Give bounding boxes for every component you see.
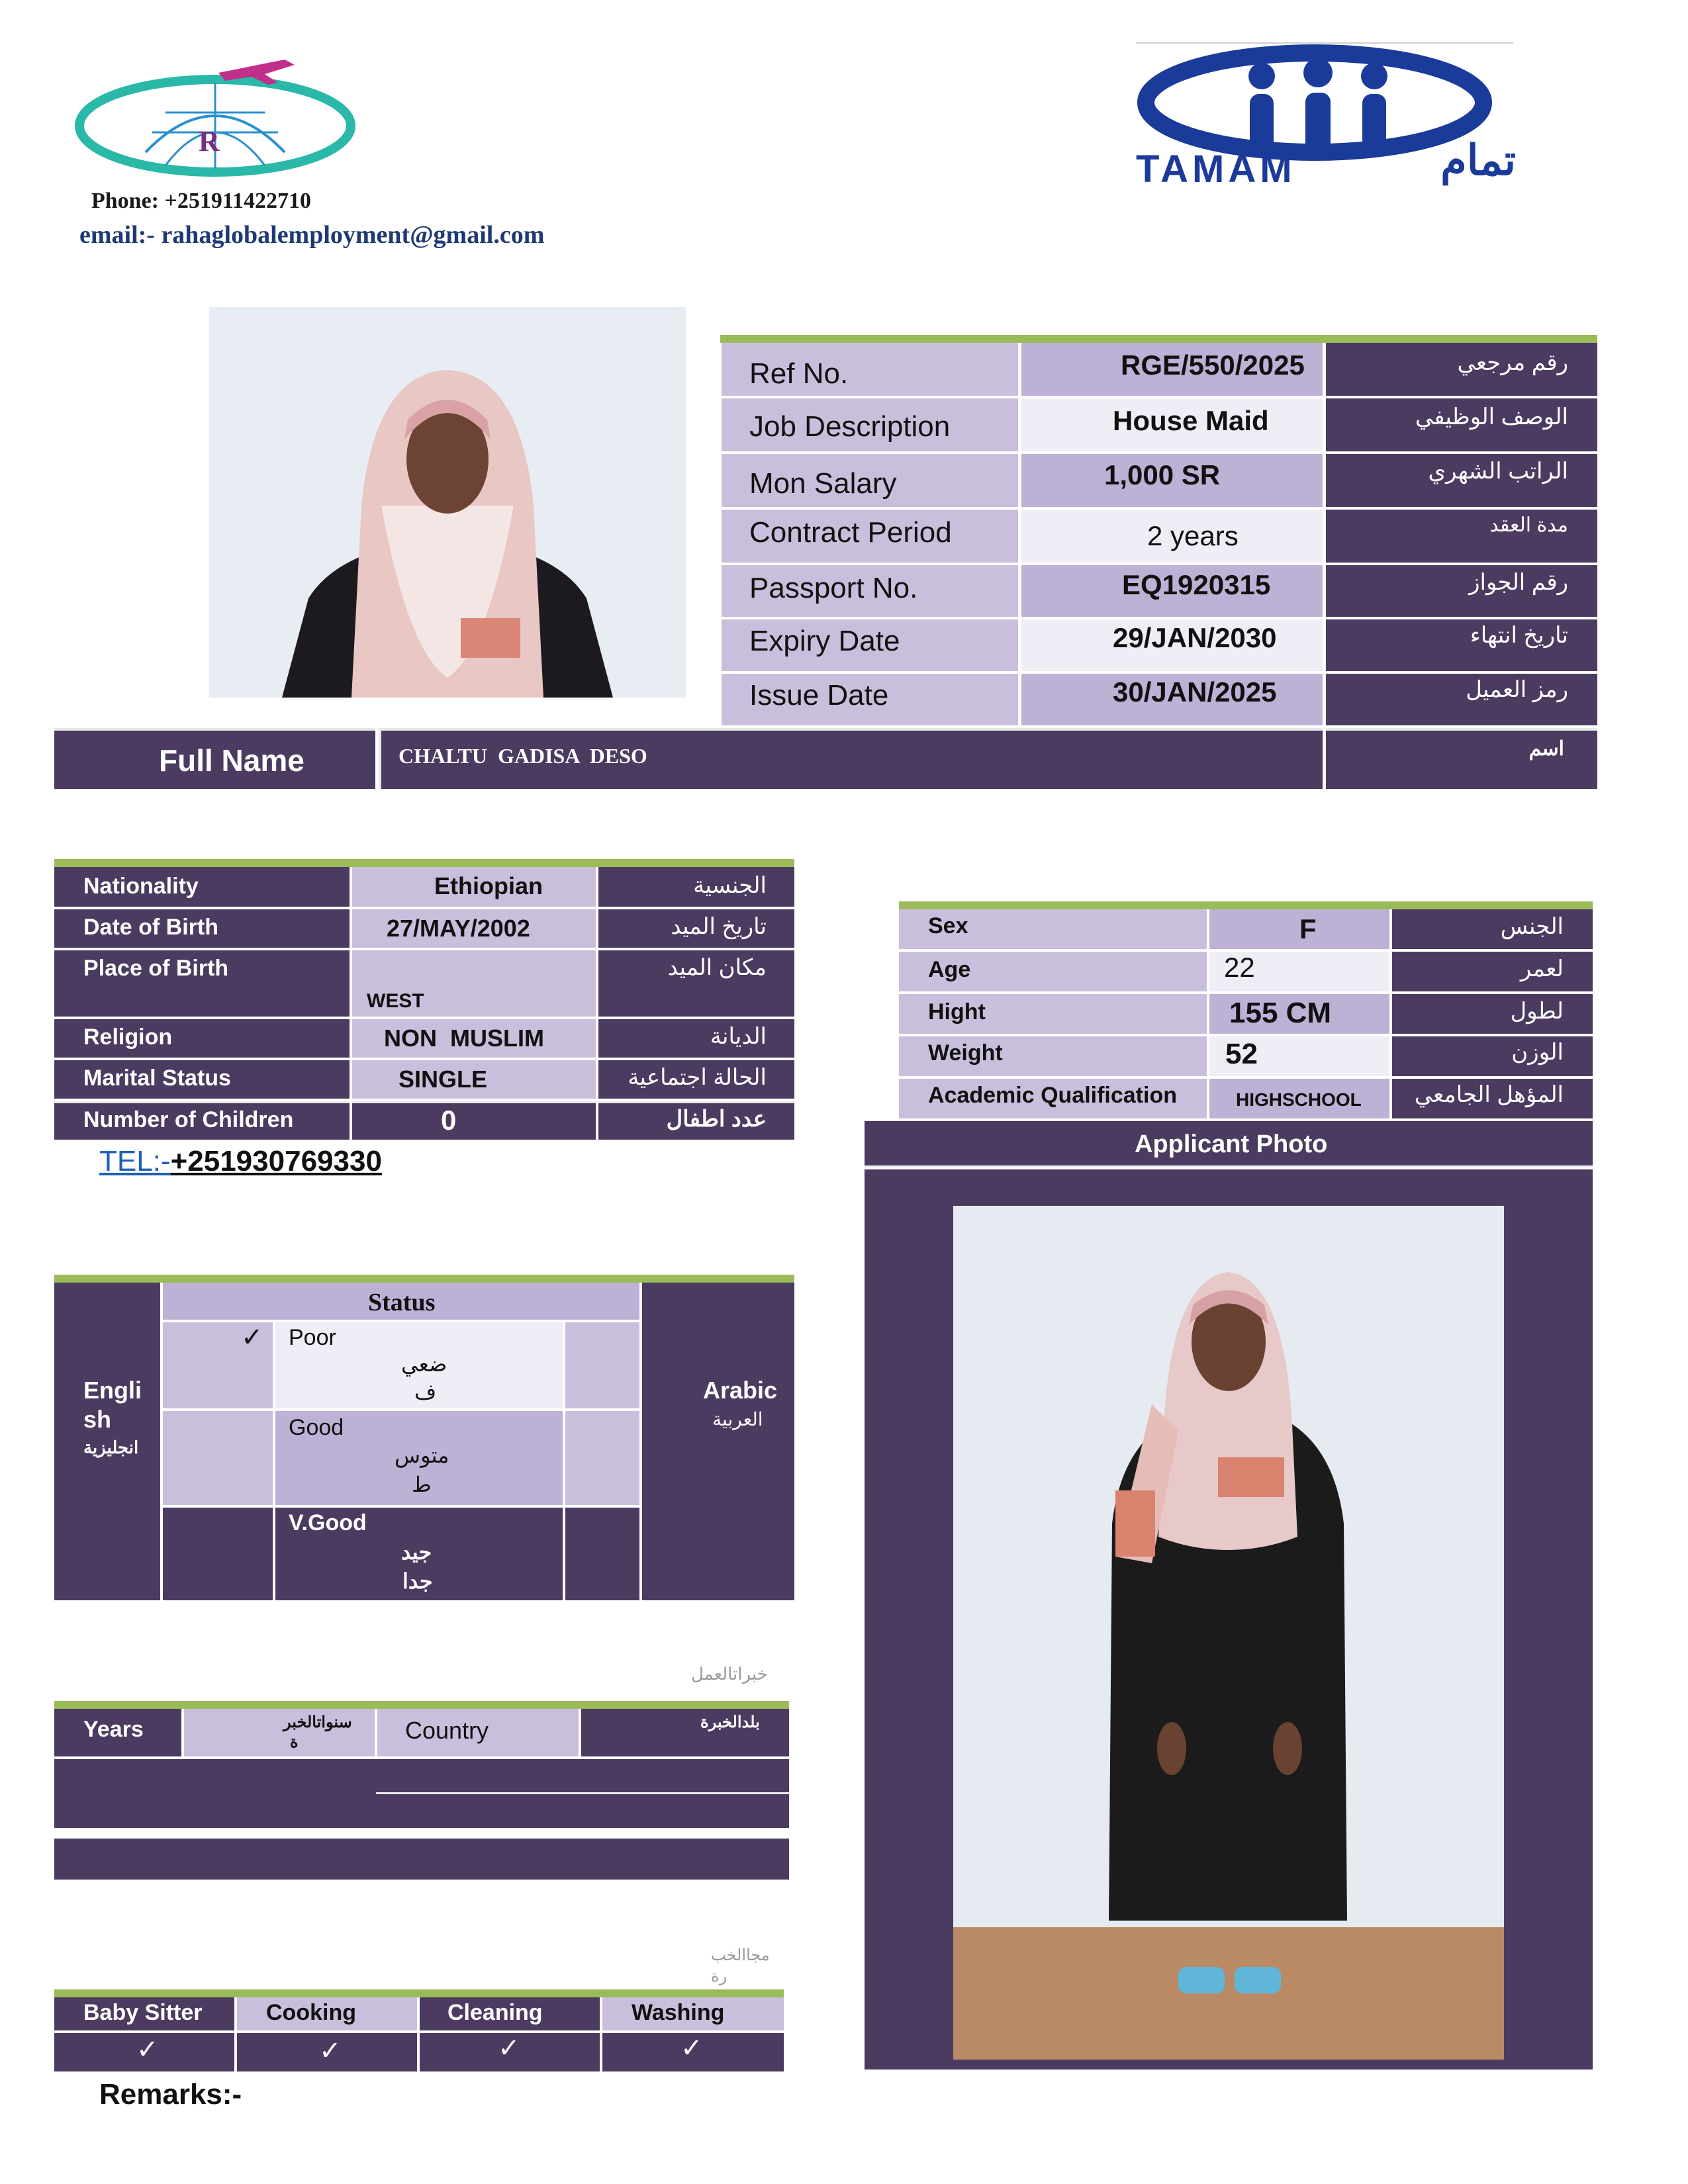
full-name-label-cell [54, 728, 375, 789]
tel-prefix: TEL:- [99, 1145, 171, 1177]
weight-label: Weight [928, 1040, 1003, 1066]
top-table-border [720, 335, 1597, 343]
passport-label-cell [722, 565, 1018, 617]
age-ar: لعمر [1520, 956, 1564, 981]
issue-value-cell [1021, 674, 1323, 725]
telephone [99, 1145, 382, 1178]
job-label: Job Description [749, 410, 951, 443]
sex-ar-cell [1392, 909, 1593, 949]
passport-value-cell [1021, 565, 1323, 617]
skill-baby-sitter-label: Baby Sitter [83, 2000, 203, 2025]
children-value: 0 [441, 1105, 457, 1136]
personal-table-border [54, 859, 794, 867]
religion-ar-cell [598, 1019, 794, 1058]
years-label-cell [54, 1709, 181, 1756]
ref-no-ar: رقم مرجعي [1457, 350, 1568, 375]
academic-value-cell [1209, 1079, 1389, 1118]
expiry-value: 29/JAN/2030 [1113, 622, 1277, 653]
nationality-value: Ethiopian [434, 872, 543, 899]
contract-ar-cell [1326, 510, 1597, 563]
job-ar: الوصف الوظيفي [1415, 404, 1568, 430]
dob-ar: تاريخ الميد [671, 914, 767, 939]
vgood-label: V.Good [289, 1510, 367, 1535]
tamam-logo-text: TAMAM [1136, 148, 1296, 191]
contract-label: Contract Period [749, 516, 952, 549]
expiry-label-cell [722, 619, 1018, 671]
weight-ar: الوزن [1511, 1040, 1564, 1065]
sex-ar: الجنس [1500, 914, 1564, 939]
marital-ar: الحالة اجتماعية [628, 1065, 767, 1090]
salary-value: 1,000 SR [1104, 459, 1221, 490]
dob-value-cell [352, 909, 596, 948]
language-table-border [54, 1275, 794, 1283]
years-ar-2: ة [290, 1733, 299, 1751]
poor-english-check-cell [163, 1322, 273, 1408]
pob-label-cell [54, 950, 350, 1017]
good-label: Good [289, 1415, 344, 1440]
experience-title: خبراتالعمل [691, 1664, 768, 1684]
years-label: Years [83, 1717, 144, 1742]
height-label: Hight [928, 999, 986, 1024]
children-label-cell [54, 1101, 350, 1140]
passport-ar-cell [1326, 565, 1597, 617]
pob-ar: مكان الميد [667, 955, 767, 980]
children-ar-cell [598, 1101, 794, 1140]
skills-title-2: رة [711, 1968, 727, 1985]
contract-label-cell [722, 510, 1018, 563]
salary-value-cell [1021, 454, 1323, 507]
remarks-label: Remarks:- [99, 2078, 242, 2111]
height-value: 155 CM [1229, 997, 1332, 1029]
skill-cleaning-check: ✓ [498, 2033, 520, 2064]
height-ar-cell [1392, 994, 1593, 1034]
weight-value-cell [1209, 1036, 1389, 1076]
agency-email: email:- rahaglobalemployment@gmail.com [79, 221, 545, 249]
country-ar-cell [581, 1709, 789, 1756]
skill-washing-check: ✓ [680, 2033, 703, 2064]
sex-label: Sex [928, 913, 968, 938]
religion-ar: الديانة [710, 1024, 767, 1049]
sex-value: F [1299, 913, 1317, 944]
academic-value: HIGHSCHOOL [1236, 1089, 1362, 1110]
skills-title-1: مجاالخب [711, 1946, 770, 1964]
passport-ar: رقم الجواز [1469, 570, 1568, 595]
status-header-cell [163, 1283, 639, 1320]
academic-ar: المؤهل الجامعي [1414, 1082, 1564, 1107]
religion-label-cell [54, 1019, 350, 1058]
ref-no-label-cell [722, 343, 1018, 396]
marital-ar-cell [598, 1060, 794, 1099]
applicant-photo-label: Applicant Photo [1135, 1130, 1328, 1158]
skill-baby-sitter-check-cell [54, 2033, 234, 2071]
pob-value-cell [352, 950, 596, 1017]
dob-ar-cell [598, 909, 794, 948]
weight-label-cell [899, 1036, 1207, 1076]
weight-value: 52 [1225, 1038, 1258, 1070]
country-ar: بلدالخبرة [700, 1713, 760, 1731]
full-name-value-cell [379, 728, 1323, 789]
ref-no-value-cell [1021, 343, 1323, 396]
passport-value: EQ1920315 [1122, 569, 1271, 600]
poor-label: Poor [289, 1325, 336, 1350]
passport-label: Passport No. [749, 572, 918, 604]
skill-washing-label: Washing [632, 2000, 725, 2025]
vgood-ar-2: جدا [402, 1569, 433, 1593]
english-cell [54, 1283, 160, 1600]
expiry-ar: تاريخ انتهاء [1470, 623, 1568, 648]
country-label: Country [405, 1717, 489, 1744]
issue-ar: رمز العميل [1466, 677, 1568, 702]
poor-ar-2: ف [414, 1380, 437, 1404]
marital-label: Marital Status [83, 1066, 231, 1091]
experience-table-border [54, 1701, 789, 1709]
age-value-cell [1209, 952, 1389, 991]
good-label-cell [275, 1411, 563, 1505]
skill-washing-header [602, 1997, 784, 2030]
job-ar-cell [1326, 398, 1597, 451]
country-label-cell [377, 1709, 579, 1756]
good-ar-1: متوس [395, 1443, 449, 1467]
skill-washing-check-cell [602, 2033, 784, 2071]
salary-ar: الراتب الشهري [1428, 459, 1568, 484]
skill-cleaning-label: Cleaning [447, 2000, 543, 2025]
religion-label: Religion [83, 1024, 173, 1050]
years-ar-1: سنواتالخبر [283, 1713, 352, 1731]
skill-cleaning-header [420, 1997, 600, 2030]
vgood-label-cell [275, 1508, 563, 1600]
issue-label: Issue Date [749, 679, 889, 711]
pob-label: Place of Birth [83, 956, 229, 981]
vgood-english-check-cell [163, 1508, 273, 1600]
ref-no-ar-cell [1326, 343, 1597, 396]
tamam-logo-arabic: تمام [1440, 136, 1516, 184]
full-name-ar-cell [1326, 728, 1597, 789]
vgood-ar-1: جيد [401, 1540, 432, 1564]
applicant-full-photo [953, 1206, 1504, 2060]
good-arabic-check-cell [565, 1411, 639, 1505]
academic-label-cell [899, 1079, 1207, 1118]
age-value: 22 [1224, 952, 1255, 983]
dob-label: Date of Birth [83, 915, 218, 940]
tel-number: +251930769330 [170, 1145, 382, 1177]
nationality-ar: الجنسية [693, 873, 767, 898]
religion-value: NON MUSLIM [384, 1024, 544, 1052]
english-label-1: Engli [83, 1377, 142, 1404]
full-name-ar: اسم [1528, 738, 1564, 760]
skill-cooking-header [237, 1997, 417, 2030]
experience-row-divider [376, 1792, 789, 1794]
physical-table-border [899, 901, 1593, 909]
skill-baby-sitter-check: ✓ [136, 2034, 159, 2065]
weight-ar-cell [1392, 1036, 1593, 1076]
contract-value: 2 years [1147, 520, 1239, 551]
poor-label-cell [275, 1322, 563, 1408]
height-label-cell [899, 994, 1207, 1034]
agency-logo [66, 53, 364, 192]
contract-value-cell [1021, 510, 1323, 563]
expiry-label: Expiry Date [749, 625, 900, 657]
nationality-ar-cell [598, 867, 794, 907]
skill-cleaning-check-cell [420, 2033, 600, 2071]
status-header: Status [368, 1289, 436, 1316]
age-label-cell [899, 952, 1207, 991]
good-english-check-cell [163, 1411, 273, 1505]
left-logo-letter: R [199, 125, 220, 158]
arabic-ar: العربية [712, 1409, 763, 1430]
expiry-value-cell [1021, 619, 1323, 671]
marital-value-cell [352, 1060, 596, 1099]
nationality-value-cell [352, 867, 596, 907]
issue-label-cell [722, 674, 1018, 725]
marital-label-cell [54, 1060, 350, 1099]
skill-baby-sitter-header [54, 1997, 234, 2030]
age-ar-cell [1392, 952, 1593, 991]
skill-cooking-check-cell [237, 2033, 417, 2071]
salary-label: Mon Salary [749, 467, 897, 500]
english-ar: انجليزية [83, 1437, 139, 1457]
salary-ar-cell [1326, 454, 1597, 507]
issue-value: 30/JAN/2025 [1113, 676, 1277, 707]
ref-no-label: Ref No. [749, 357, 849, 390]
job-value: House Maid [1113, 405, 1269, 436]
height-value-cell [1209, 994, 1389, 1034]
dob-value: 27/MAY/2002 [387, 915, 530, 942]
pob-ar-cell [598, 950, 794, 1017]
skill-cooking-label: Cooking [266, 2000, 356, 2025]
pob-value: WEST [367, 990, 424, 1012]
contract-ar: مدة العقد [1489, 514, 1568, 536]
academic-ar-cell [1392, 1079, 1593, 1118]
skill-cooking-check: ✓ [319, 2036, 342, 2066]
applicant-portrait [209, 307, 686, 698]
religion-value-cell [352, 1019, 596, 1058]
expiry-ar-cell [1326, 619, 1597, 671]
vgood-arabic-check-cell [565, 1508, 639, 1600]
children-label: Number of Children [83, 1107, 294, 1132]
nationality-label-cell [54, 867, 350, 907]
poor-arabic-check-cell [565, 1322, 639, 1408]
salary-label-cell [722, 454, 1018, 507]
poor-english-check: ✓ [241, 1322, 263, 1353]
agency-phone: Phone: +251911422710 [91, 189, 311, 213]
job-value-cell [1021, 398, 1323, 451]
experience-row-2 [54, 1839, 789, 1880]
english-label-2: sh [83, 1406, 112, 1433]
arabic-label: Arabic [703, 1377, 778, 1404]
poor-ar-1: ضعي [401, 1352, 447, 1376]
job-label-cell [722, 398, 1018, 451]
applicant-photo-header [865, 1121, 1593, 1167]
issue-ar-cell [1326, 674, 1597, 725]
nationality-label: Nationality [83, 874, 199, 899]
age-label: Age [928, 957, 971, 982]
height-ar: لطول [1510, 999, 1564, 1024]
children-ar: عدد اطفال [666, 1107, 767, 1132]
good-ar-2: ط [412, 1473, 432, 1496]
arabic-cell [642, 1283, 794, 1600]
skills-table-border [54, 1989, 784, 1997]
sex-value-cell [1209, 909, 1389, 949]
sex-label-cell [899, 909, 1207, 949]
children-value-cell [352, 1101, 596, 1140]
years-ar-cell [184, 1709, 375, 1756]
marital-value: SINGLE [399, 1066, 488, 1093]
full-name-label: Full Name [159, 743, 305, 778]
ref-no-value: RGE/550/2025 [1121, 349, 1305, 381]
dob-label-cell [54, 909, 350, 948]
academic-label: Academic Qualification [928, 1083, 1177, 1108]
full-name-value: CHALTU GADISA DESO [399, 744, 647, 768]
